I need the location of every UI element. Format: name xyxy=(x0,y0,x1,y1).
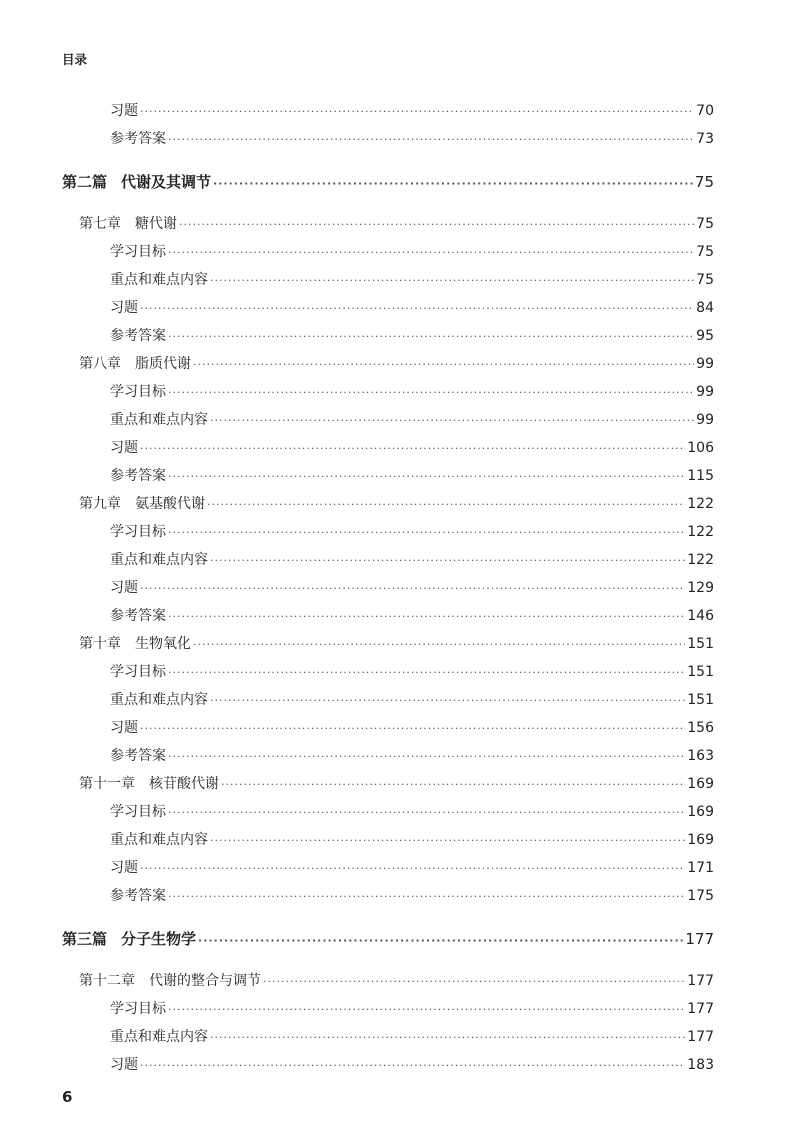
toc-entry-page: 95 xyxy=(696,328,714,344)
toc-chapter-entry[interactable] xyxy=(79,353,714,373)
toc-entry-page: 106 xyxy=(687,440,714,456)
toc-entry[interactable] xyxy=(110,521,714,541)
toc-entry-page: 171 xyxy=(687,860,714,876)
part-label: 第三篇 xyxy=(62,930,108,948)
chapter-label: 第十一章 xyxy=(79,776,135,792)
leader-dots xyxy=(198,934,683,947)
chapter-label: 第十二章 xyxy=(79,973,135,989)
chapter-label: 第七章 xyxy=(79,216,121,232)
leader-dots xyxy=(210,1031,685,1044)
leader-dots xyxy=(140,582,685,595)
leader-dots xyxy=(168,470,685,483)
toc-entry-title: 参考答案 xyxy=(110,888,166,904)
toc-entry-page: 122 xyxy=(687,496,714,512)
toc-entry[interactable] xyxy=(110,381,714,401)
chapter-name: 代谢的整合与调节 xyxy=(149,973,261,989)
toc-entry[interactable] xyxy=(110,100,714,120)
toc-entry-page: 75 xyxy=(696,216,714,232)
page-number: 6 xyxy=(62,1088,73,1106)
chapter-name: 糖代谢 xyxy=(135,216,177,232)
toc-entry-page: 169 xyxy=(687,832,714,848)
leader-dots xyxy=(168,806,685,819)
toc-entry-page: 99 xyxy=(696,356,714,372)
toc-chapter-title xyxy=(79,633,191,653)
toc-entry-page: 122 xyxy=(687,524,714,540)
part-label: 第二篇 xyxy=(62,173,108,191)
toc-entry-title: 学习目标 xyxy=(110,664,166,680)
leader-dots xyxy=(193,638,685,651)
toc-entry-title: 重点和难点内容 xyxy=(110,412,208,428)
leader-dots xyxy=(210,274,694,287)
toc-entry[interactable] xyxy=(110,437,714,457)
toc-entry[interactable] xyxy=(110,745,714,765)
toc-entry[interactable] xyxy=(110,885,714,905)
toc-entry-title: 习题 xyxy=(110,440,138,456)
toc-entry-page: 177 xyxy=(687,1029,714,1045)
toc-entry[interactable] xyxy=(110,829,714,849)
chapter-label: 第九章 xyxy=(79,496,121,512)
toc-entry-page: 73 xyxy=(696,131,714,147)
toc-entry[interactable] xyxy=(110,577,714,597)
toc-entry-title: 重点和难点内容 xyxy=(110,272,208,288)
toc-entry-title: 参考答案 xyxy=(110,468,166,484)
toc-entry-page: 151 xyxy=(687,636,714,652)
leader-dots xyxy=(168,666,685,679)
toc-entry[interactable] xyxy=(110,661,714,681)
toc-entry-title: 学习目标 xyxy=(110,524,166,540)
leader-dots xyxy=(168,750,685,763)
toc-entry-title: 重点和难点内容 xyxy=(110,692,208,708)
toc-entry-page: 70 xyxy=(696,103,714,119)
toc-entry[interactable] xyxy=(110,689,714,709)
toc-part-title xyxy=(62,171,211,192)
leader-dots xyxy=(168,330,694,343)
chapter-name: 生物氧化 xyxy=(135,636,191,652)
toc-entry[interactable] xyxy=(110,1054,714,1074)
toc-chapter-title xyxy=(79,970,261,990)
chapter-label: 第八章 xyxy=(79,356,121,372)
part-name: 分子生物学 xyxy=(121,930,197,948)
toc-entry-page: 183 xyxy=(687,1057,714,1073)
chapter-name: 核苷酸代谢 xyxy=(149,776,219,792)
running-header: 目录 xyxy=(62,52,88,67)
toc-chapter-entry[interactable] xyxy=(79,970,714,990)
leader-dots xyxy=(140,442,685,455)
toc-chapter-title xyxy=(79,353,191,373)
chapter-label: 第十章 xyxy=(79,636,121,652)
toc-entry[interactable] xyxy=(110,857,714,877)
toc-entry-title: 学习目标 xyxy=(110,384,166,400)
toc-chapter-entry[interactable] xyxy=(79,213,714,233)
toc-entry-title: 重点和难点内容 xyxy=(110,552,208,568)
toc-entry-title: 习题 xyxy=(110,103,138,119)
leader-dots xyxy=(207,498,685,511)
toc-entry-page: 177 xyxy=(687,1001,714,1017)
leader-dots xyxy=(140,302,694,315)
toc-entry-page: 177 xyxy=(685,930,714,948)
leader-dots xyxy=(140,1059,685,1072)
leader-dots xyxy=(213,177,693,190)
leader-dots xyxy=(140,862,685,875)
toc-part-title xyxy=(62,928,196,949)
toc-entry-page: 99 xyxy=(696,412,714,428)
toc-entry[interactable] xyxy=(110,998,714,1018)
toc-entry-title: 学习目标 xyxy=(110,1001,166,1017)
toc-chapter-entry[interactable] xyxy=(79,773,714,793)
toc-entry[interactable] xyxy=(110,717,714,737)
part-name: 代谢及其调节 xyxy=(121,173,212,191)
toc-entry[interactable] xyxy=(110,325,714,345)
toc-entry-title: 习题 xyxy=(110,1057,138,1073)
toc-entry-title: 学习目标 xyxy=(110,244,166,260)
leader-dots xyxy=(168,386,694,399)
toc-entry-title: 参考答案 xyxy=(110,748,166,764)
toc-entry[interactable] xyxy=(110,241,714,261)
leader-dots xyxy=(168,526,685,539)
toc-entry-page: 84 xyxy=(696,300,714,316)
leader-dots xyxy=(210,554,685,567)
toc-chapter-title xyxy=(79,493,205,513)
leader-dots xyxy=(168,133,694,146)
leader-dots xyxy=(168,610,685,623)
toc-entry-title: 习题 xyxy=(110,860,138,876)
toc-entry[interactable] xyxy=(110,297,714,317)
toc-entry[interactable] xyxy=(110,269,714,289)
toc-chapter-entry[interactable] xyxy=(79,493,714,513)
toc-entry-title: 习题 xyxy=(110,720,138,736)
leader-dots xyxy=(168,1003,685,1016)
leader-dots xyxy=(140,722,685,735)
toc-chapter-entry[interactable] xyxy=(79,633,714,653)
chapter-name: 氨基酸代谢 xyxy=(135,496,205,512)
toc-entry-title: 重点和难点内容 xyxy=(110,832,208,848)
toc-entry-page: 99 xyxy=(696,384,714,400)
toc-entry-page: 156 xyxy=(687,720,714,736)
toc-entry-page: 169 xyxy=(687,776,714,792)
toc-entry-title: 习题 xyxy=(110,580,138,596)
leader-dots xyxy=(210,414,694,427)
toc-entry-title: 重点和难点内容 xyxy=(110,1029,208,1045)
toc-part-entry[interactable] xyxy=(62,928,714,949)
toc-entry-page: 75 xyxy=(694,173,714,191)
toc-entry-page: 177 xyxy=(687,973,714,989)
toc-entry-title: 习题 xyxy=(110,300,138,316)
toc-entry-title: 参考答案 xyxy=(110,608,166,624)
leader-dots xyxy=(140,105,694,118)
toc-entry[interactable] xyxy=(110,801,714,821)
leader-dots xyxy=(210,834,685,847)
toc-entry[interactable] xyxy=(110,605,714,625)
toc-entry-page: 122 xyxy=(687,552,714,568)
toc-entry-title: 参考答案 xyxy=(110,328,166,344)
leader-dots xyxy=(263,975,685,988)
toc-entry-page: 129 xyxy=(687,580,714,596)
toc-entry-page: 75 xyxy=(696,244,714,260)
toc-entry-page: 151 xyxy=(687,692,714,708)
toc-entry-page: 175 xyxy=(687,888,714,904)
leader-dots xyxy=(179,218,694,231)
toc-chapter-title xyxy=(79,773,219,793)
leader-dots xyxy=(193,358,694,371)
toc-part-entry[interactable] xyxy=(62,171,714,192)
toc-entry-page: 75 xyxy=(696,272,714,288)
leader-dots xyxy=(221,778,685,791)
toc-entry-page: 169 xyxy=(687,804,714,820)
toc-entry-title: 参考答案 xyxy=(110,131,166,147)
leader-dots xyxy=(168,246,694,259)
toc-entry-page: 115 xyxy=(687,468,714,484)
toc-entry[interactable] xyxy=(110,128,714,148)
toc-entry-page: 163 xyxy=(687,748,714,764)
toc-entry-title: 学习目标 xyxy=(110,804,166,820)
toc-entry[interactable] xyxy=(110,465,714,485)
chapter-name: 脂质代谢 xyxy=(135,356,191,372)
toc-entry[interactable] xyxy=(110,1026,714,1046)
leader-dots xyxy=(168,890,685,903)
toc-chapter-title xyxy=(79,213,177,233)
leader-dots xyxy=(210,694,685,707)
toc-entry-page: 151 xyxy=(687,664,714,680)
toc-entry[interactable] xyxy=(110,409,714,429)
toc-entry[interactable] xyxy=(110,549,714,569)
toc-entry-page: 146 xyxy=(687,608,714,624)
